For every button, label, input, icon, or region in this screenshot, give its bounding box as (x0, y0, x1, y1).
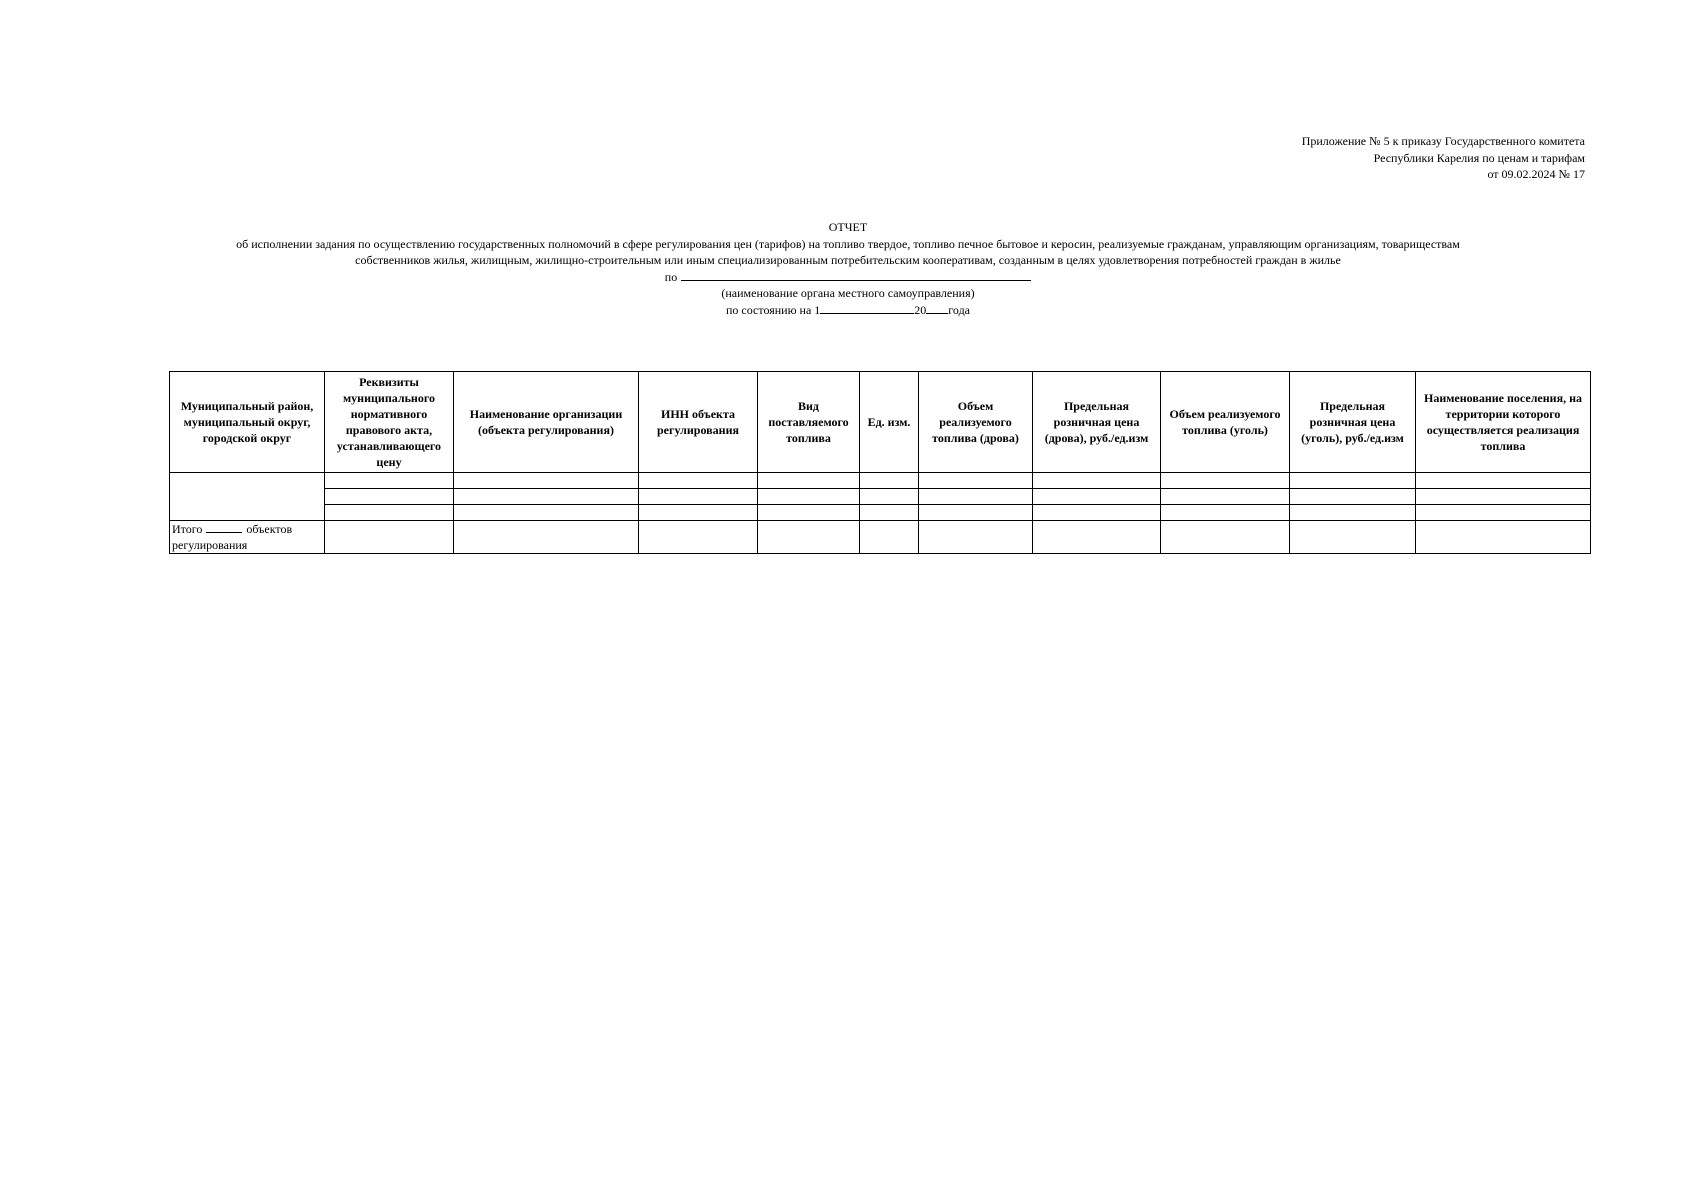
header-organization: Наименование организации (объекта регулирования) (454, 372, 639, 473)
table-cell[interactable] (1033, 473, 1161, 489)
table-row (170, 505, 1591, 521)
date-line (0, 302, 1696, 319)
header-settlement: Наименование поселения, на территории которого осуществляется реализация топлива (1416, 372, 1591, 473)
table-cell[interactable] (1033, 521, 1161, 554)
table-cell[interactable] (758, 521, 860, 554)
header-price-firewood: Предельная розничная цена (дрова), руб./ед.изм (1033, 372, 1161, 473)
header-inn: ИНН объекта регулирования (639, 372, 758, 473)
date-blank[interactable] (820, 302, 914, 314)
authority-name-blank[interactable] (681, 269, 1031, 281)
table-cell[interactable] (639, 505, 758, 521)
appendix-note (1302, 133, 1585, 183)
po-label: по (664, 269, 678, 284)
table-cell[interactable] (1290, 473, 1416, 489)
table-cell[interactable] (758, 489, 860, 505)
table-header-row (170, 372, 1591, 473)
header-price-coal: Предельная розничная цена (уголь), руб./ед.изм (1290, 372, 1416, 473)
table-cell[interactable] (639, 489, 758, 505)
total-suffix: объектов регулирования (172, 522, 293, 552)
table-cell[interactable] (1416, 473, 1591, 489)
table-cell[interactable] (325, 505, 454, 521)
header-fuel-type: Вид поставляемого топлива (758, 372, 860, 473)
table-row (170, 473, 1591, 489)
table-cell[interactable] (639, 473, 758, 489)
total-prefix: Итого (172, 522, 203, 536)
report-description-line-2: собственников жилья, жилищным, жилищно-строительным или иным специализированным потребительским кооперативам, созданным в целях удовлетворения потребностей граждан в жилье (355, 253, 1341, 267)
table-cell[interactable] (919, 521, 1033, 554)
header-legal-act: Реквизиты муниципального нормативного правового акта, устанавливающего цену (325, 372, 454, 473)
total-count-blank[interactable] (206, 522, 242, 533)
table-cell[interactable] (1416, 489, 1591, 505)
appendix-line-1: Приложение № 5 к приказу Государственного комитета (1301, 134, 1585, 148)
table-cell[interactable] (1161, 505, 1290, 521)
table-cell[interactable] (860, 521, 919, 554)
table-cell[interactable] (1290, 489, 1416, 505)
authority-line (0, 269, 1696, 286)
authority-caption: (наименование органа местного самоуправления) (721, 286, 975, 300)
table-cell[interactable] (454, 521, 639, 554)
table-cell[interactable] (1416, 505, 1591, 521)
report-title: ОТЧЕТ (828, 220, 868, 234)
table-cell[interactable] (1290, 505, 1416, 521)
date-year-prefix: 20 (914, 302, 927, 317)
appendix-line-3: от 09.02.2024 № 17 (1487, 167, 1585, 181)
total-label-cell (170, 521, 325, 554)
total-row (170, 521, 1591, 554)
table-row (170, 489, 1591, 505)
table-cell[interactable] (325, 473, 454, 489)
table-cell[interactable] (1161, 521, 1290, 554)
table-cell[interactable] (860, 505, 919, 521)
year-blank[interactable] (926, 302, 948, 314)
report-header (0, 219, 1696, 318)
table-cell[interactable] (1161, 489, 1290, 505)
table-cell[interactable] (454, 489, 639, 505)
table-cell[interactable] (454, 473, 639, 489)
report-description-line-1: об исполнении задания по осуществлению государственных полномочий в сфере регулирования цен (тарифов) на топливо твердое, топливо печное бытовое и керосин, реализуемые гражданам, управляющим организациям, товариществам (236, 236, 1460, 251)
table-cell[interactable] (454, 505, 639, 521)
header-unit: Ед. изм. (860, 372, 919, 473)
table-cell[interactable] (1290, 521, 1416, 554)
table-cell[interactable] (919, 505, 1033, 521)
table-cell[interactable] (1416, 521, 1591, 554)
header-municipality: Муниципальный район, муниципальный округ, городской округ (170, 372, 325, 473)
appendix-line-2: Республики Карелия по ценам и тарифам (1373, 150, 1585, 165)
table-cell[interactable] (860, 473, 919, 489)
table-cell[interactable] (325, 489, 454, 505)
table-cell[interactable] (1161, 473, 1290, 489)
table-cell[interactable] (639, 521, 758, 554)
table-cell[interactable] (1033, 505, 1161, 521)
date-suffix: года (948, 302, 971, 317)
table-cell[interactable] (758, 505, 860, 521)
header-volume-firewood: Объем реализуемого топлива (дрова) (919, 372, 1033, 473)
municipality-cell[interactable] (170, 473, 325, 521)
table-cell[interactable] (919, 473, 1033, 489)
table-cell[interactable] (860, 489, 919, 505)
table-cell[interactable] (1033, 489, 1161, 505)
header-volume-coal: Объем реализуемого топлива (уголь) (1161, 372, 1290, 473)
table-cell[interactable] (758, 473, 860, 489)
report-table (169, 371, 1591, 554)
table-cell[interactable] (325, 521, 454, 554)
table-cell[interactable] (919, 489, 1033, 505)
date-prefix: по состоянию на 1 (725, 302, 821, 317)
